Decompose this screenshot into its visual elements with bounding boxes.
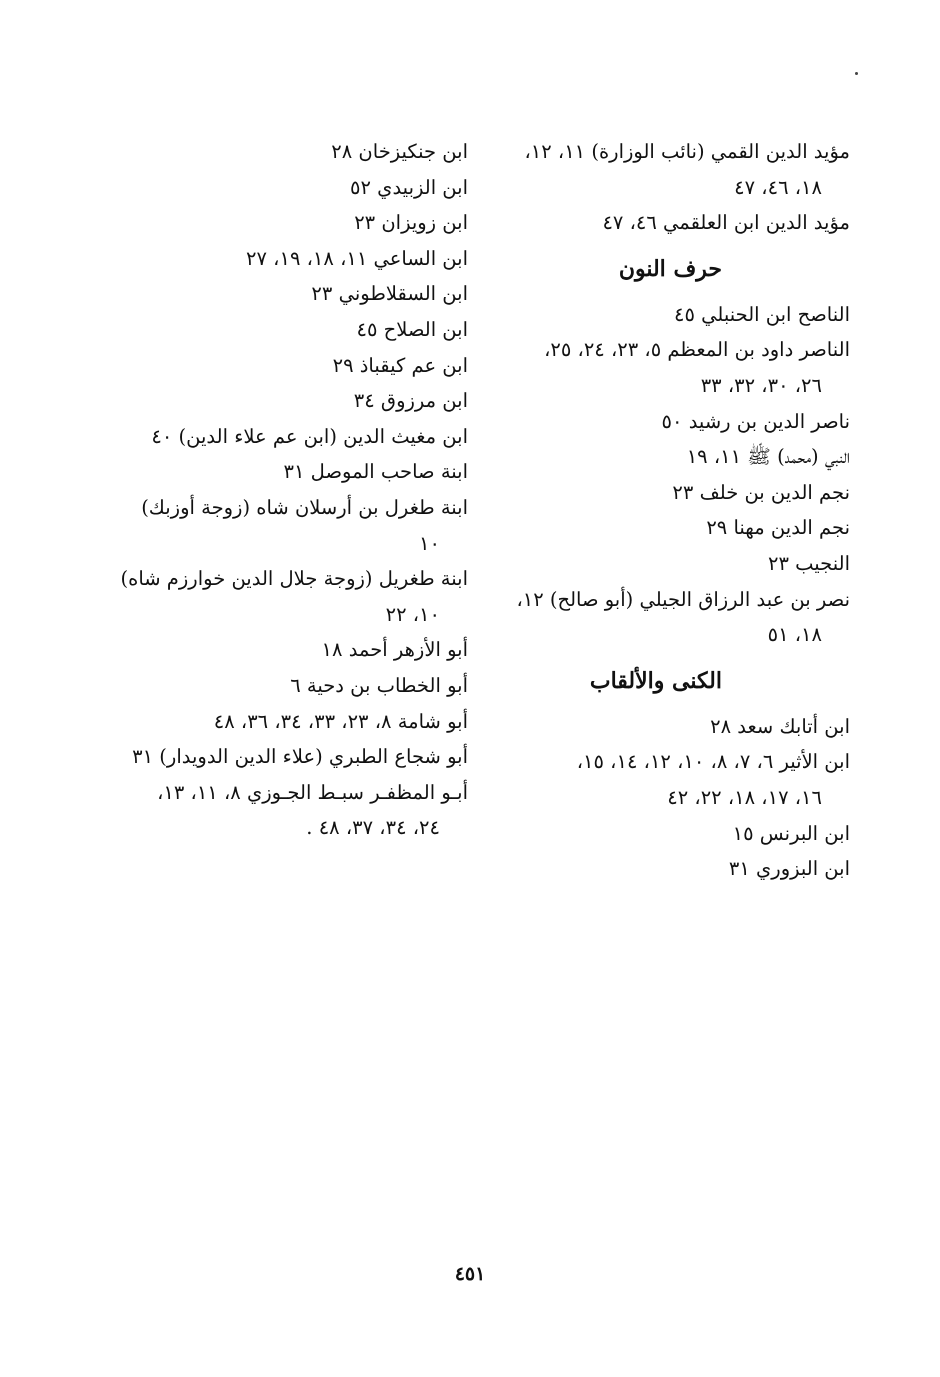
entry-continuation: ٢٤، ٣٤، ٣٧، ٤٨ .: [306, 816, 440, 840]
index-column-right: [492, 134, 850, 887]
index-column-left: [98, 134, 468, 846]
index-entry: أبو شجاع الطبري (علاء الدين الدويدار) ٣١: [132, 745, 468, 769]
section-heading-kuna: الكنى والألقاب: [589, 667, 722, 694]
index-entry: الناصح ابن الحنبلي ٤٥: [674, 302, 850, 326]
index-entry: ابن أتابك سعد ٢٨: [710, 714, 850, 738]
corner-mark: [855, 72, 858, 75]
index-entry: [492, 134, 850, 205]
entry-continuation: ١٨، ٥١: [767, 623, 822, 647]
index-entry: ابن الساعي ١١، ١٨، ١٩، ٢٧: [246, 246, 468, 270]
entry-text: ابن الأثير ٦، ٧، ٨، ١٠، ١٢، ١٤، ١٥،: [576, 750, 850, 774]
index-entry: مؤيد الدين ابن العلقمي ٤٦، ٤٧: [602, 211, 850, 235]
index-entry: [98, 561, 468, 632]
index-entry: ابنة صاحب الموصل ٣١: [283, 460, 468, 484]
index-entry: [98, 490, 468, 561]
index-entry: [492, 582, 850, 653]
entry-continuation: ١٨، ٤٦، ٤٧: [734, 175, 822, 199]
entry-continuation: ١٠: [419, 531, 440, 555]
index-entry: ابن عم كيقباذ ٢٩: [332, 353, 468, 377]
index-entry: النجيب ٢٣: [767, 551, 850, 575]
index-entry: [98, 775, 468, 846]
index-entry: أبو شامة ٨، ٢٣، ٣٣، ٣٤، ٣٦، ٤٨: [213, 709, 468, 733]
entry-text: ابنة طغريل (زوجة جلال الدين خوارزم شاه): [120, 567, 468, 591]
index-entry: أبو الأزهر أحمد ١٨: [321, 638, 468, 662]
index-entry: ابن مغيث الدين (ابن عم علاء الدين) ٤٠: [151, 424, 468, 448]
index-entry: ابن الزبيدي ٥٢: [350, 175, 468, 199]
entry-text: مؤيد الدين القمي (نائب الوزارة) ١١، ١٢،: [524, 140, 850, 163]
index-entry: ابن جنكيزخان ٢٨: [331, 140, 468, 163]
index-entry: أبو الخطاب بن دحية ٦: [290, 673, 468, 697]
section-heading-noon: حرف النون: [618, 255, 722, 282]
entry-text: نصر بن عبد الرزاق الجيلي (أبو صالح) ١٢،: [516, 587, 850, 611]
index-entry: ابن البرنس ١٥: [732, 821, 850, 845]
index-entry: [492, 744, 850, 815]
index-entry: النبي (محمد) ﷺ ١١، ١٩: [686, 445, 850, 469]
index-entry: ناصر الدين بن رشيد ٥٠: [661, 409, 850, 433]
entry-text: ابنة طغرل بن أرسلان شاه (زوجة أوزبك): [141, 495, 468, 519]
entry-continuation: ١٠، ٢٢: [385, 602, 440, 626]
index-entry: ابن السقلاطوني ٢٣: [311, 282, 468, 306]
index-entry: ابن الصلاح ٤٥: [356, 317, 468, 341]
index-entry: ابن مرزوق ٣٤: [353, 389, 468, 413]
entry-text: أبـو المظفـر سبـط الجـوزي ٨، ١١، ١٣،: [157, 780, 468, 804]
index-entry: ابن زويزان ٢٣: [354, 211, 468, 235]
index-entry: نجم الدين مهنا ٢٩: [706, 516, 850, 540]
entry-continuation: ١٦، ١٧، ١٨، ٢٢، ٤٢: [667, 785, 822, 809]
page-number: ٤٥١: [454, 1263, 486, 1285]
entry-text: الناصر داود بن المعظم ٥، ٢٣، ٢٤، ٢٥،: [544, 338, 850, 362]
index-entry: ابن البزوري ٣١: [728, 857, 850, 881]
index-entry: نجم الدين بن خلف ٢٣: [672, 480, 850, 504]
index-entry: [492, 332, 850, 403]
entry-continuation: ٢٦، ٣٠، ٣٢، ٣٣: [700, 373, 822, 397]
